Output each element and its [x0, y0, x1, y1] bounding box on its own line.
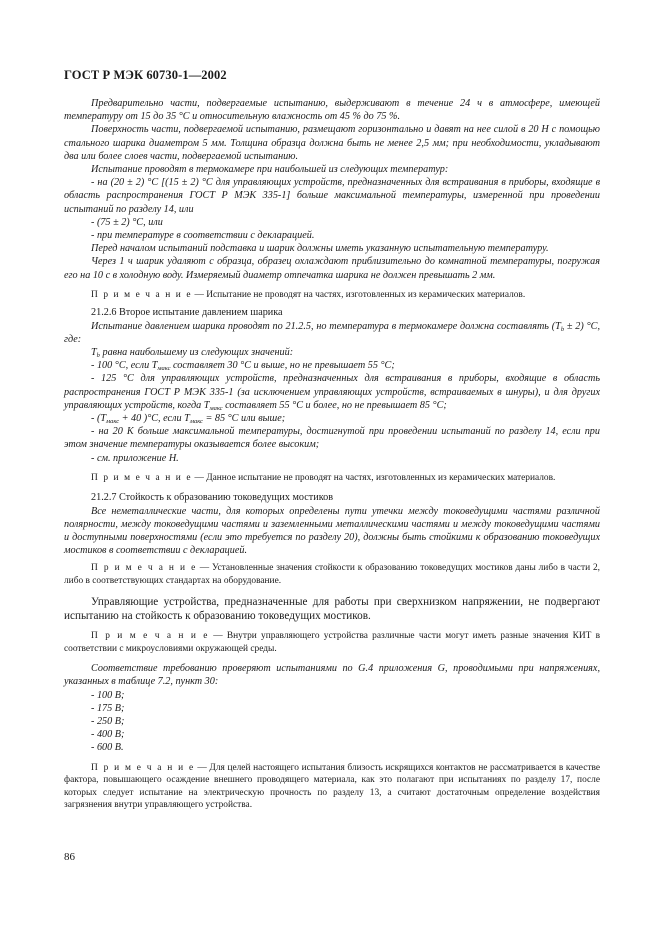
- paragraph-ball-pressure: Поверхность части, подвергаемой испытанию, размещают горизонтально и давят на нее силой в 20 Н с помощью стального шарика диаметром 5 мм. Толщина образца должна быть не менее 2,5 мм; при необходимости, укладывают два или более слоев части, подвергаемой испытанию.: [64, 124, 600, 162]
- note-ceramic-1: [64, 289, 600, 302]
- voltage-item: - 600 В.: [91, 742, 124, 754]
- paragraph-second-test: Испытание давлением шарика проводят по 21.2.5, но температура в термокамере должна составлять $(T_b \pm 2)$ °С, где:: [64, 320, 600, 345]
- note-text: — Внутри управляющего устройства различные части могут иметь разные значения КИТ в соответствии с микроусловиями окружающей среды.: [64, 631, 600, 654]
- paragraph-tracking-resistance: Все неметаллические части, для которых определены пути утечки между токоведущими частями различной полярности, между токоведущими частями и заземленными металлическими частями и между токоведущими частями и доступными поверхностями (если это требуется по разделу 20), должны быть стойкими к образованию токоведущих мостиков в соответствии с декларацией.: [64, 505, 600, 557]
- list-item-tb-5: - см. приложение Н.: [91, 452, 179, 464]
- paragraph-compliance: Соответствие требованию проверяют испытаниями по G.4 приложения G, проводимыми при напряжениях, указанных в таблице 7.2, пункт 30:: [64, 663, 600, 688]
- note-cti: [64, 630, 600, 655]
- note-label: П р и м е ч а н и е: [91, 472, 193, 483]
- paragraph-slv-exempt: Управляющие устройства, предназначенные для работы при сверхнизком напряжении, не подвергают испытанию на стойкость к образованию токоведущих мостиков.: [64, 595, 600, 622]
- note-label: П р и м е ч а н и е: [91, 289, 193, 300]
- note-tracking-values: [64, 562, 600, 587]
- note-ceramic-2: [64, 472, 600, 485]
- note-label: П р и м е ч а н и е: [91, 762, 195, 773]
- section-21-2-6-heading: 21.2.6 Второе испытание давлением шарика: [91, 307, 283, 319]
- list-item-tb-3: - ($T_{макс} + 40$ )°С, если $T_{макс} = 85$ °С или выше;: [91, 413, 286, 426]
- page-content: [64, 97, 600, 812]
- voltage-item: - 400 В;: [91, 729, 125, 741]
- paragraph-cooling: Через 1 ч шарик удаляют с образца, образец охлаждают приблизительно до комнатной температуры, погружая его на 10 с в холодную воду. Измеряемый диаметр отпечатка шарика не должен превышать 2 мм.: [64, 256, 600, 281]
- paragraph-tb-definition: $T_b$ равна наибольшему из следующих значений:: [91, 347, 294, 360]
- list-item-tb-1: - 100 °С, если $T_{макс}$ составляет 30 °С и выше, но не превышает 55 °С;: [91, 360, 395, 373]
- paragraph-conditioning: Предварительно части, подвергаемые испытанию, выдерживают в течение 24 ч в атмосфере, имеющей температуру от 15 до 35 °С и относительную влажность от 45 % до 75 %.: [64, 98, 600, 123]
- note-label: П р и м е ч а н и е: [91, 631, 210, 642]
- list-item-temp-1: - на (20 ± 2) °С [(15 ± 2) °С для управляющих устройств, предназначенных для встраивания в приборы, входящие в область распространения ГОСТ Р МЭК 335-1] больше максимальной температуры, измеренной при проведении испытаний по разделу 14, или: [64, 177, 600, 215]
- list-item-temp-2: - (75 ± 2) °С, или: [91, 216, 163, 228]
- list-item-tb-2: - 125 °С для управляющих устройств, предназначенных для встраивания в приборы, входящие в область распространения ГОСТ Р МЭК 335-1 (за исключением управляющих устройств, встраиваемых в шнуры), и для других управляющих устройств, когда $T_{макс}$ составляет 55 °С и более, но не превышает 85 °С;: [64, 373, 600, 412]
- paragraph-preheat: Перед началом испытаний подставка и шарик должны иметь указанную испытательную температуру.: [91, 243, 549, 255]
- voltage-item: - 175 В;: [91, 702, 125, 714]
- voltage-item: - 250 В;: [91, 716, 125, 728]
- list-item-temp-3: - при температуре в соответствии с декларацией.: [91, 230, 315, 242]
- note-text: — Данное испытание не проводят на частях, изготовленных из керамических материалов.: [192, 472, 556, 483]
- paragraph-heating-chamber: Испытание проводят в термокамере при наибольшей из следующих температур:: [91, 164, 449, 176]
- voltage-item: - 100 В;: [91, 689, 125, 701]
- page-number: 86: [64, 851, 75, 863]
- document-header: ГОСТ Р МЭК 60730-1—2002: [64, 68, 227, 82]
- section-21-2-7-heading: 21.2.7 Стойкость к образованию токоведущих мостиков: [91, 492, 334, 504]
- note-text: — Установленные значения стойкости к образованию токоведущих мостиков даны либо в части 2, либо в соответствующих стандартах на оборудование.: [64, 563, 600, 587]
- note-sparking-contacts: [64, 762, 600, 812]
- note-text: — Для целей настоящего испытания близость искрящихся контактов не рассматривается в качестве фактора, повышающего осаждение внешнего проводящего материала, как это полагают при испытаниях по разделу 17, после которых следует испытание на электрическую прочность по разделу 13, а считают достаточным определение воздействия загрязнения внутри управляющего устройства.: [64, 762, 600, 811]
- list-item-tb-4: - на 20 К больше максимальной температуры, достигнутой при проведении испытаний по разделу 14, если при этом значение температуры оказывается более высоким;: [64, 426, 600, 451]
- note-label: П р и м е ч а н и е: [91, 563, 197, 574]
- note-text: — Испытание не проводят на частях, изготовленных из керамических материалов.: [192, 289, 526, 300]
